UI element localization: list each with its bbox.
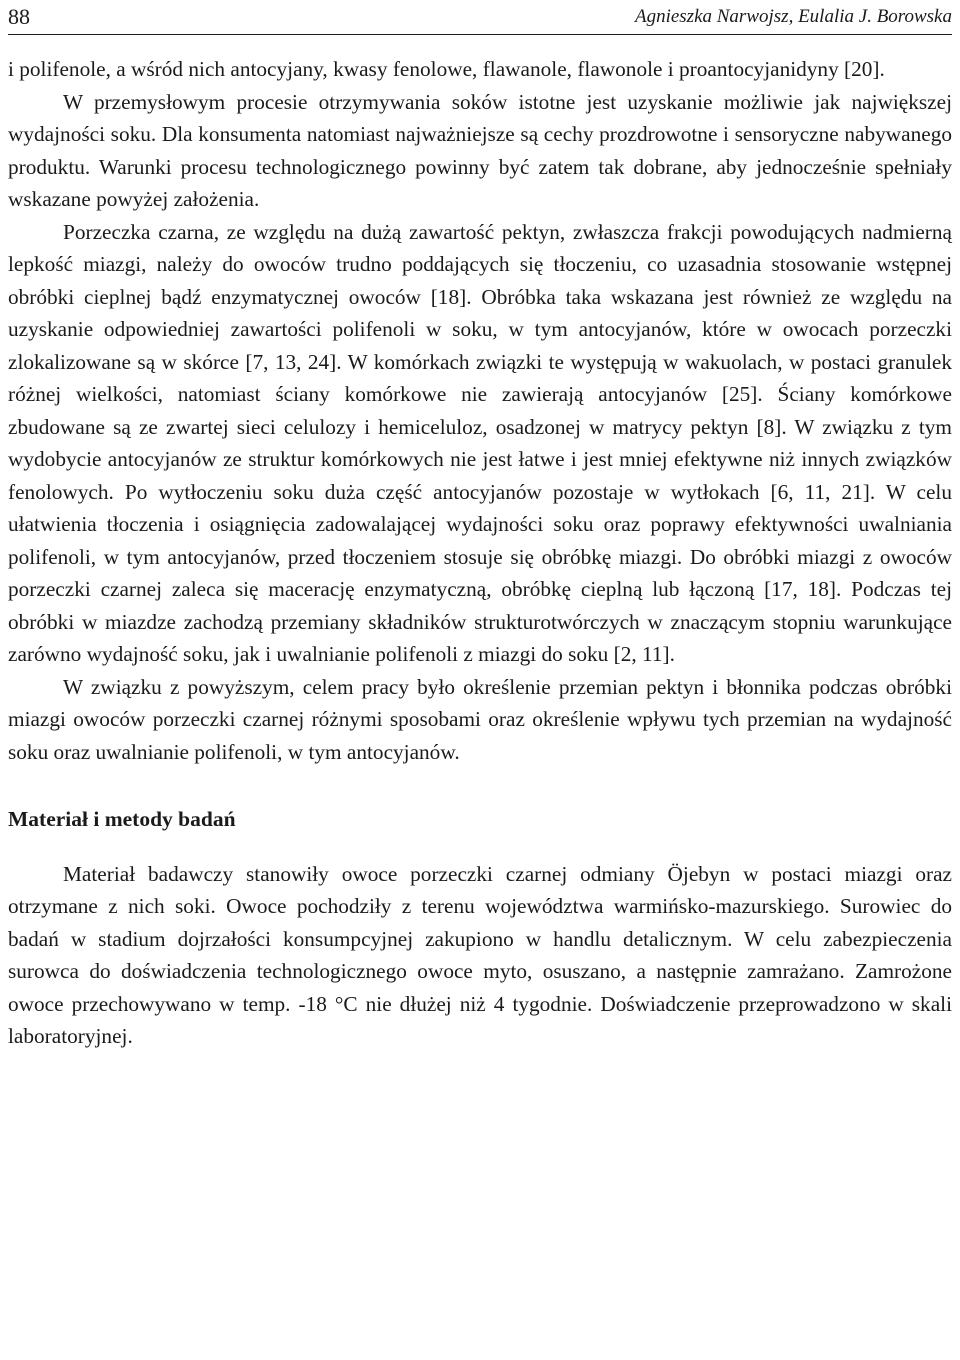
paragraph: Porzeczka czarna, ze względu na dużą zawartość pektyn, zwłaszcza frakcji powodujących nadmierną lepkość miazgi, należy do owoców trudno poddających się tłoczeniu, co uzasadnia stosowanie wstępnej obróbki cieplnej bądź enzymatycznej owoców [18]. Obróbka taka wskazana jest również ze względu na uzyskanie odpowiedniej zawartości polifenoli w soku, w tym antocyjanów, które w owocach porzeczki zlokalizowane są w skórce [7, 13, 24]. W komórkach związki te występują w wakuolach, w postaci granulek różnej wielkości, natomiast ściany komórkowe nie zawierają antocyjanów [25]. Ściany komórkowe zbudowane są ze zwartej sieci celulozy i hemiceluloz, osadzonej w matrycy pektyn [8]. W związku z tym wydobycie antocyjanów ze struktur komórkowych nie jest łatwe i jest mniej efektywne niż innych związków fenolowych. Po wytłoczeniu soku duża część antocyjanów pozostaje w wytłokach [6, 11, 21]. W celu ułatwienia tłoczenia i osiągnięcia zadowalającej wydajności soku oraz poprawy efektywności uwalniania polifenoli, w tym antocyjanów, przed tłoczeniem stosuje się obróbkę miazgi. Do obróbki miazgi z owoców porzeczki czarnej zaleca się macerację enzymatyczną, obróbkę cieplną lub łączoną [17, 18]. Podczas tej obróbki w miazdze zachodzą przemiany składników strukturotwórczych w znaczącym stopniu warunkujące zarówno wydajność soku, jak i uwalnianie polifenoli z miazgi do soku [2, 11]. — [8, 219, 952, 666]
page-number: 88 — [8, 4, 30, 29]
paragraph: Materiał badawczy stanowiły owoce porzeczki czarnej odmiany Öjebyn w postaci miazgi oraz otrzymane z nich soki. Owoce pochodziły z terenu województwa warmińsko-mazurskiego. Surowiec do badań w stadium dojrzałości konsumpcyjnej zakupiono w handlu detalicznym. W celu zabezpieczenia surowca do doświadczenia technologicznego owoce myto, osuszano, a następnie zamrażano. Zamrożone owoce przechowywano w temp. -18 °C nie dłużej niż 4 tygodnie. Doświadczenie przeprowadzono w skali laboratoryjnej. — [8, 861, 952, 1048]
section-body — [8, 858, 952, 1053]
running-header — [8, 0, 952, 35]
document-page — [8, 0, 952, 1053]
paragraph: W związku z powyższym, celem pracy było określenie przemian pektyn i błonnika podczas obróbki miazgi owoców porzeczki czarnej różnymi sposobami oraz określenie wpływu tych przemian na wydajność soku oraz uwalnianie polifenoli, w tym antocyjanów. — [8, 674, 952, 764]
paragraph: W przemysłowym procesie otrzymywania soków istotne jest uzyskanie możliwie jak największej wydajności soku. Dla konsumenta natomiast najważniejsze są cechy prozdrowotne i sensoryczne nabywanego produktu. Warunki procesu technologicznego powinny być zatem tak dobrane, aby jednocześnie spełniały wskazane powyżej założenia. — [8, 89, 952, 211]
body-text — [8, 53, 952, 768]
paragraph-continuation: i polifenole, a wśród nich antocyjany, kwasy fenolowe, flawanole, flawonole i proantocyjanidyny [20]. — [8, 57, 885, 81]
section-heading: Materiał i metody badań — [8, 807, 236, 831]
header-authors: Agnieszka Narwojsz, Eulalia J. Borowska — [634, 6, 952, 27]
